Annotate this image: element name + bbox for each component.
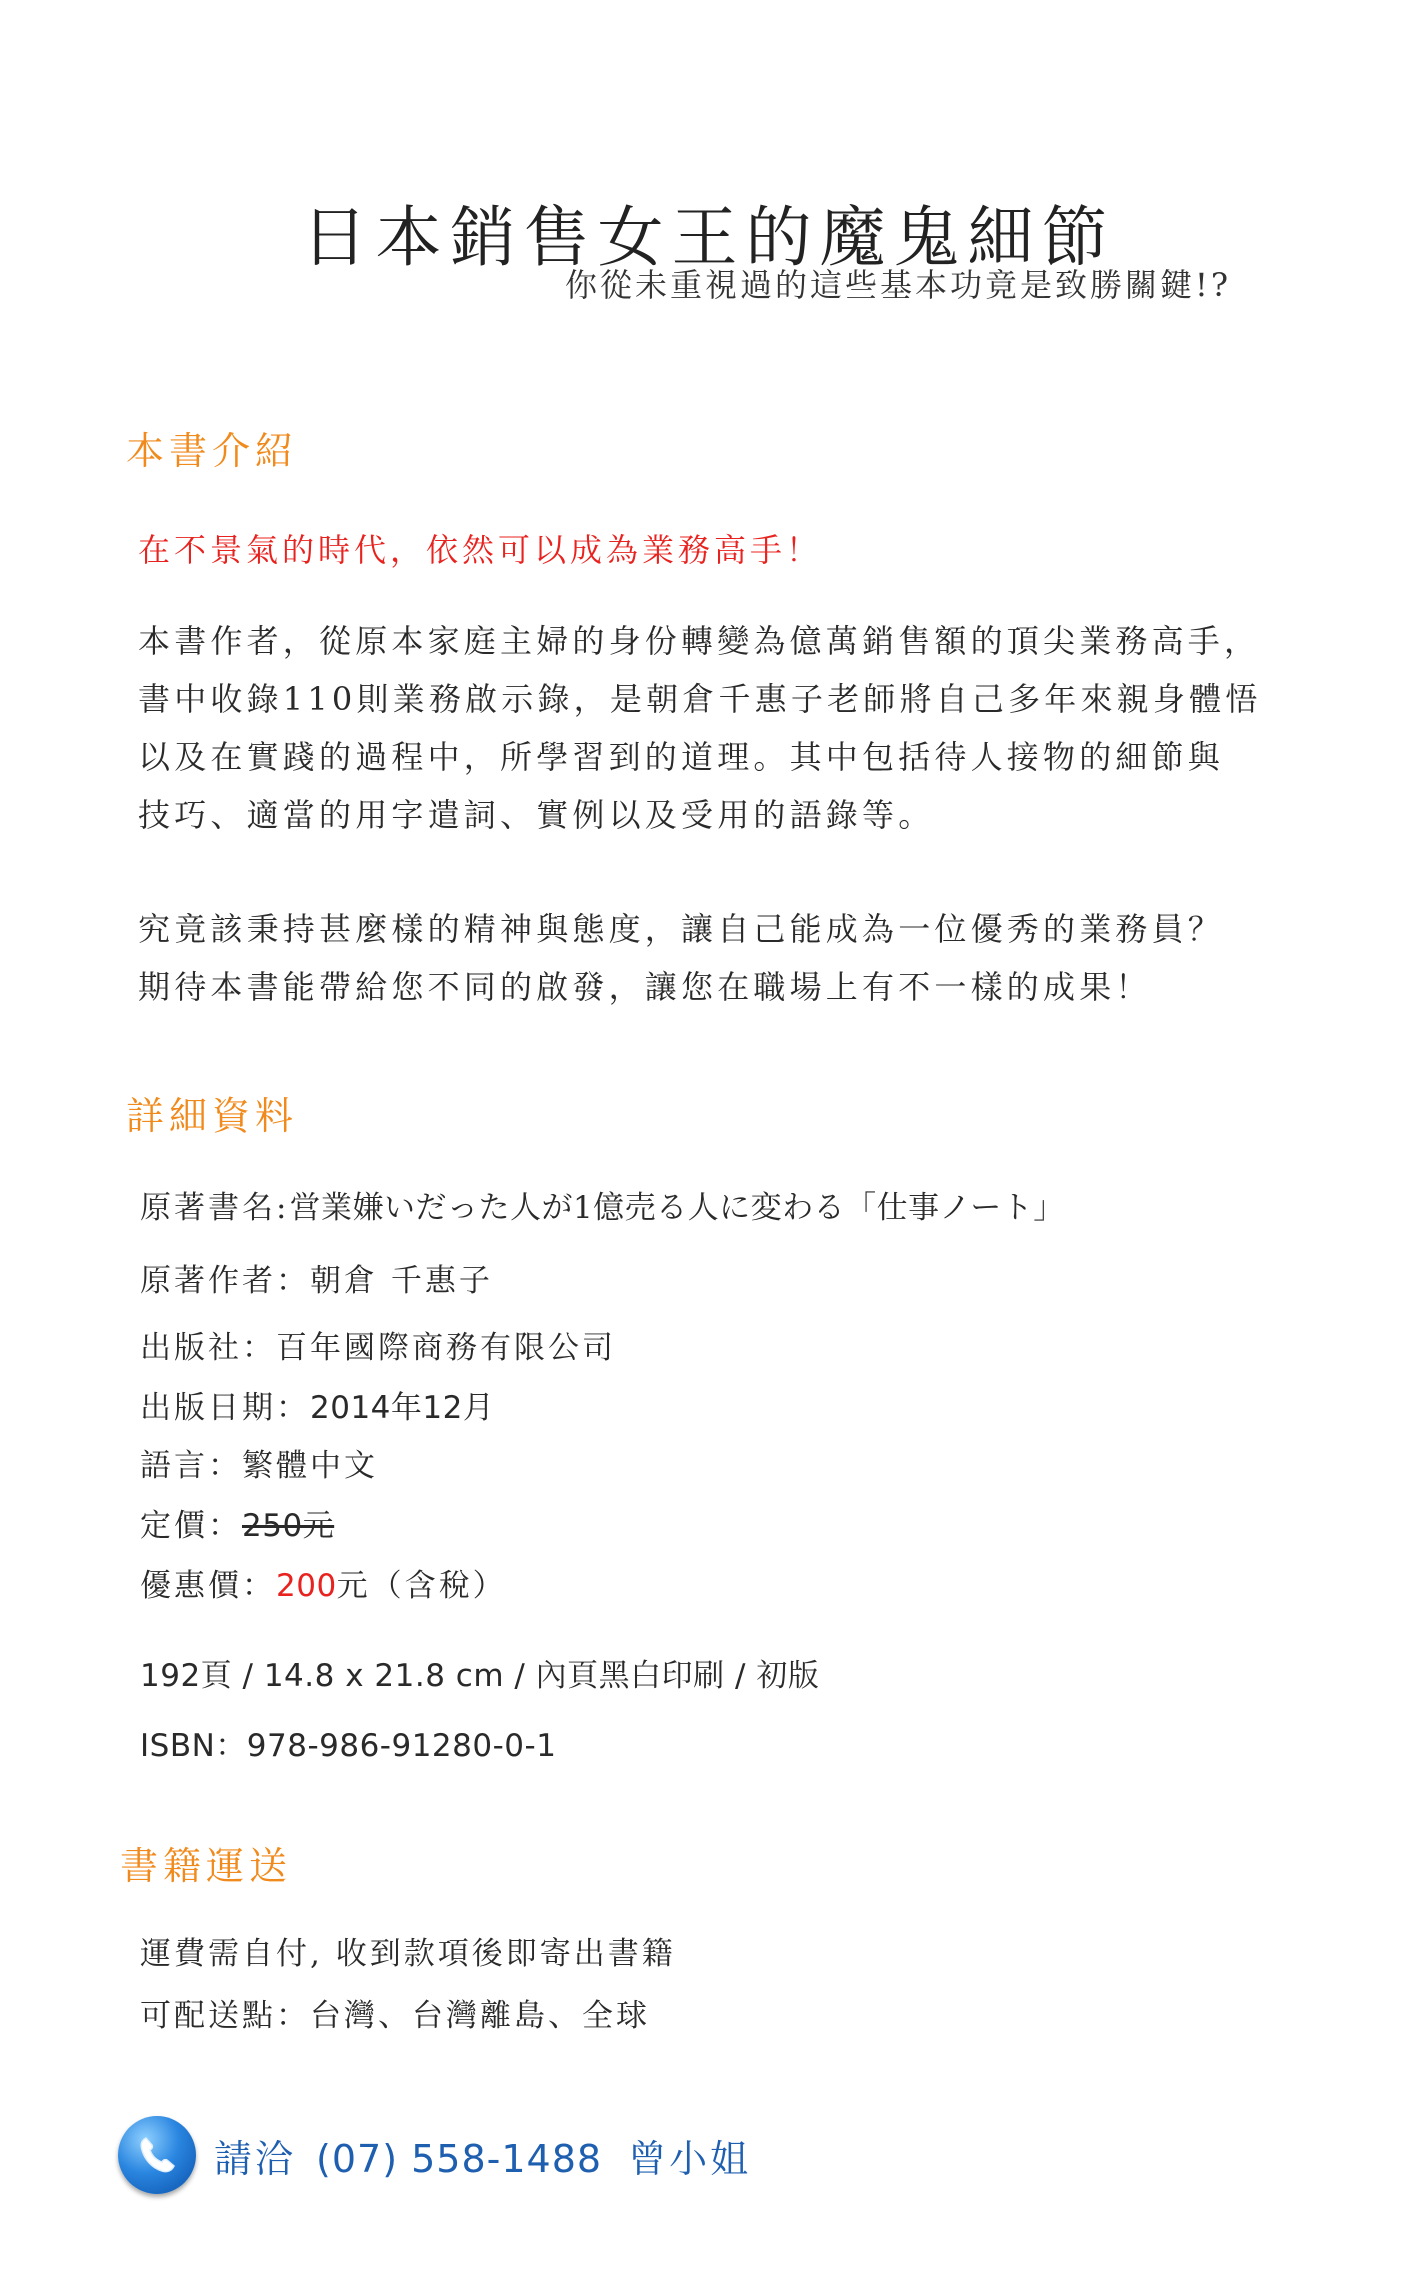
author-row xyxy=(140,1255,493,1300)
page-title: 日本銷售女王的魔鬼細節 xyxy=(301,199,1116,277)
publisher-label: 出版社： xyxy=(140,1330,276,1366)
original-title-value: 営業嫌いだった人が1億売る人に変わる「仕事ノート」 xyxy=(289,1190,1065,1226)
intro-heading: 本書介紹 xyxy=(126,429,299,473)
intro-paragraph-1 xyxy=(138,612,1261,844)
shipping-heading: 書籍運送 xyxy=(120,1844,293,1888)
intro-headline: 在不景氣的時代，依然可以成為業務高手！ xyxy=(138,531,823,569)
sale-price-suffix: 元（含稅） xyxy=(336,1568,507,1604)
sale-price-label: 優惠價： xyxy=(140,1568,276,1604)
details-heading: 詳細資料 xyxy=(126,1094,299,1138)
language-value: 繁體中文 xyxy=(242,1448,378,1484)
intro-line: 期待本書能帶給您不同的啟發，讓您在職場上有不一樣的成果！ xyxy=(138,968,1152,1006)
intro-line: 以及在實踐的過程中，所學習到的道理。其中包括待人接物的細節與 xyxy=(138,738,1225,776)
language-row xyxy=(140,1440,378,1485)
sale-price-row xyxy=(140,1560,507,1605)
contact-prefix: 請洽 xyxy=(214,2136,297,2181)
price-value: 250元 xyxy=(242,1508,335,1544)
intro-line: 本書作者，從原本家庭主婦的身份轉變為億萬銷售額的頂尖業務高手， xyxy=(138,622,1261,660)
intro-paragraph-2 xyxy=(138,900,1224,1016)
sale-price-value: 200 xyxy=(276,1568,337,1604)
date-row xyxy=(140,1382,494,1427)
language-label: 語言： xyxy=(140,1448,242,1484)
intro-line: 技巧、適當的用字遣詞、實例以及受用的語錄等。 xyxy=(138,796,935,834)
date-value: 2014年12月 xyxy=(310,1390,495,1426)
contact-text xyxy=(214,2128,751,2183)
shipping-line-2: 可配送點：台灣、台灣離島、全球 xyxy=(140,1998,650,2034)
original-title-row xyxy=(140,1182,1065,1227)
price-label: 定價： xyxy=(140,1508,242,1544)
author-label: 原著作者： xyxy=(140,1263,310,1299)
publisher-row xyxy=(140,1322,616,1367)
publisher-value: 百年國際商務有限公司 xyxy=(276,1330,616,1366)
author-value: 朝倉 千惠子 xyxy=(310,1263,493,1299)
phone-icon[interactable] xyxy=(118,2116,196,2194)
date-label: 出版日期： xyxy=(140,1390,310,1426)
contact-row xyxy=(118,2110,751,2200)
shipping-line-1: 運費需自付, 收到款項後即寄出書籍 xyxy=(140,1936,676,1972)
price-row xyxy=(140,1500,334,1545)
contact-name: 曾小姐 xyxy=(628,2136,752,2181)
contact-phone[interactable]: (07) 558-1488 xyxy=(316,2136,603,2181)
original-title-label: 原著書名: xyxy=(140,1190,290,1226)
intro-line: 究竟該秉持甚麼樣的精神與態度，讓自己能成為一位優秀的業務員？ xyxy=(138,910,1225,948)
specs-row: 192頁 / 14.8 x 21.8 cm / 內頁黑白印刷 / 初版 xyxy=(140,1658,820,1694)
page-subtitle: 你從未重視過的這些基本功竟是致勝關鍵!? xyxy=(565,266,1232,304)
intro-line: 書中收錄110則業務啟示錄，是朝倉千惠子老師將自己多年來親身體悟 xyxy=(138,680,1262,718)
isbn-row: ISBN：978-986-91280-0-1 xyxy=(140,1728,557,1764)
